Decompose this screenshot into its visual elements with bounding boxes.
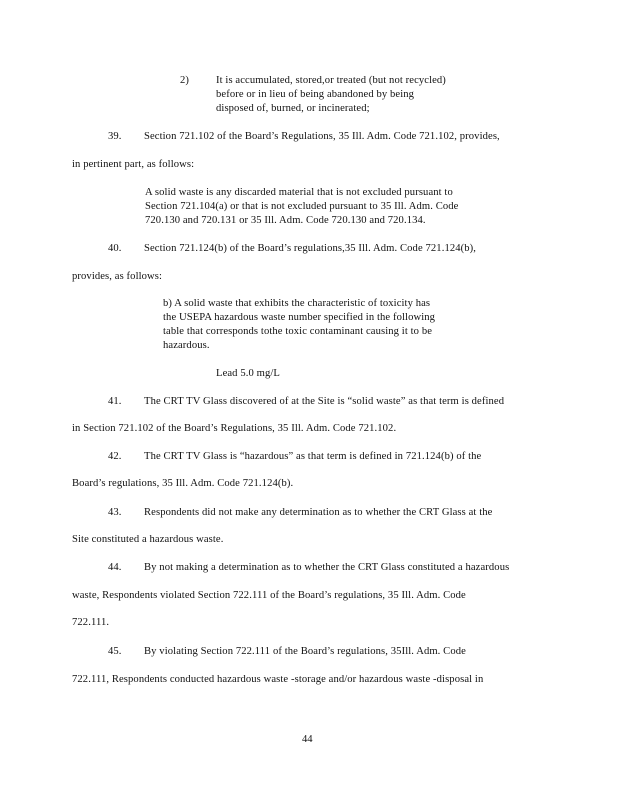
paragraph-line: provides, as follows: (72, 271, 163, 282)
paragraph-number: 42. (108, 451, 122, 462)
paragraph-line: The CRT TV Glass is “hazardous” as that term is defined in 721.124(b) of the (144, 451, 482, 462)
block-quote-line: table that corresponds tothe toxic contaminant causing it to be (163, 326, 433, 337)
table-row: Lead 5.0 mg/L (216, 368, 280, 379)
paragraph-line: By violating Section 722.111 of the Board’s regulations, 35Ill. Adm. Code (144, 646, 466, 657)
paragraph-line: Section 721.102 of the Board’s Regulations, 35 Ill. Adm. Code 721.102, provides, (144, 131, 500, 142)
paragraph-number: 43. (108, 507, 122, 518)
paragraph-line: By not making a determination as to whether the CRT Glass constituted a hazardous (144, 562, 510, 573)
paragraph-line: The CRT TV Glass discovered of at the Site is “solid waste” as that term is defined (144, 396, 505, 407)
list-item-line: before or in lieu of being abandoned by being (216, 89, 415, 100)
block-quote-line: Section 721.104(a) or that is not excluded pursuant to 35 Ill. Adm. Code (145, 201, 459, 212)
paragraph-number: 40. (108, 243, 122, 254)
paragraph-line: in Section 721.102 of the Board’s Regulations, 35 Ill. Adm. Code 721.102. (72, 423, 397, 434)
block-quote-line: the USEPA hazardous waste number specified in the following (163, 312, 436, 323)
paragraph-number: 45. (108, 646, 122, 657)
paragraph-line: waste, Respondents violated Section 722.111 of the Board’s regulations, 35 Ill. Adm. Code (72, 590, 466, 601)
list-item-line: disposed of, burned, or incinerated; (216, 103, 370, 114)
paragraph-number: 41. (108, 396, 122, 407)
paragraph-number: 44. (108, 562, 122, 573)
paragraph-line: in pertinent part, as follows: (72, 159, 195, 170)
block-quote-line: 720.130 and 720.131 or 35 Ill. Adm. Code 720.130 and 720.134. (145, 215, 426, 226)
list-item-marker: 2) (180, 75, 190, 86)
page-number: 44 (302, 734, 313, 745)
paragraph-line: Respondents did not make any determination as to whether the CRT Glass at the (144, 507, 493, 518)
paragraph-line: Site constituted a hazardous waste. (72, 534, 224, 545)
paragraph-line: Section 721.124(b) of the Board’s regulations,35 Ill. Adm. Code 721.124(b), (144, 243, 477, 254)
list-item-line: It is accumulated, stored,or treated (but not recycled) (216, 75, 446, 86)
paragraph-line: 722.111, Respondents conducted hazardous waste -storage and/or hazardous waste -disposal in (72, 674, 484, 685)
paragraph-line: Board’s regulations, 35 Ill. Adm. Code 721.124(b). (72, 478, 294, 489)
block-quote-line: b) A solid waste that exhibits the characteristic of toxicity has (163, 298, 431, 309)
paragraph-number: 39. (108, 131, 122, 142)
block-quote-line: hazardous. (163, 340, 210, 351)
paragraph-line: 722.111. (72, 617, 110, 628)
block-quote-line: A solid waste is any discarded material that is not excluded pursuant to (145, 187, 453, 198)
